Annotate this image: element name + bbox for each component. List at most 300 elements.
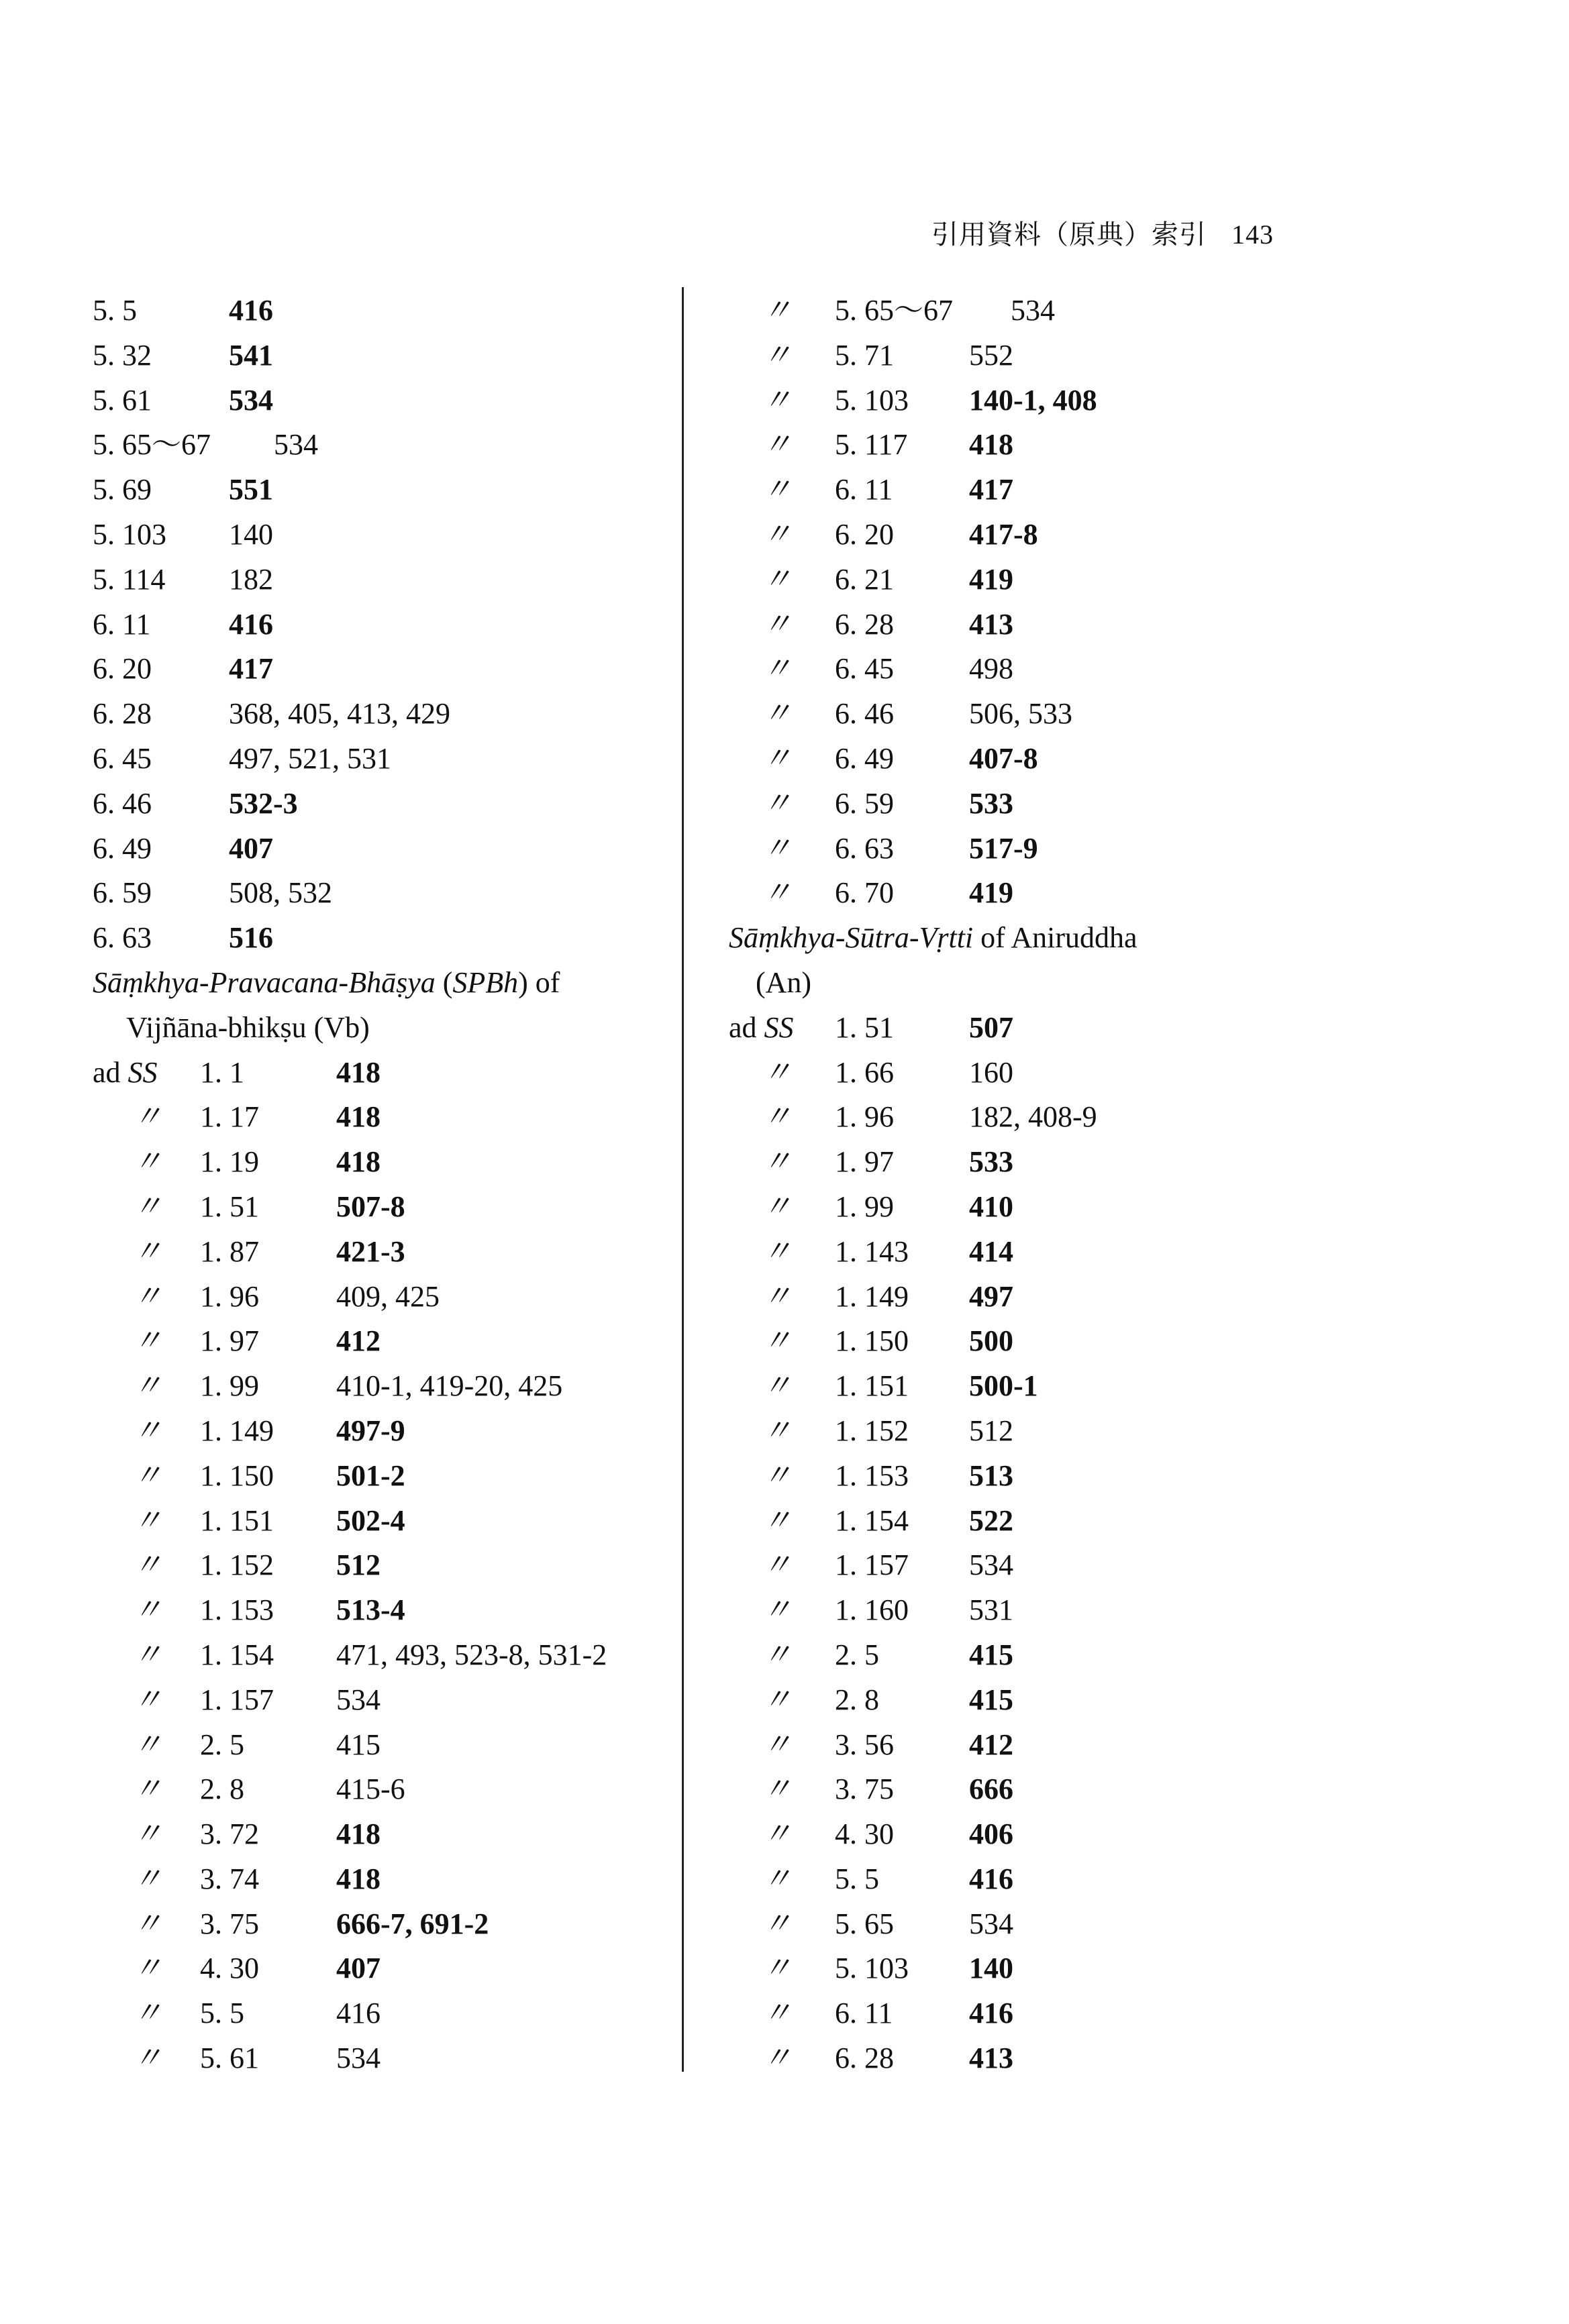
entry-ref: 1. 152 <box>835 1414 909 1447</box>
entry-pages: 552 <box>969 338 1013 372</box>
ditto-mark: 〃 <box>762 1369 792 1403</box>
index-row <box>729 737 1319 782</box>
ditto-mark: 〃 <box>762 1952 792 1985</box>
ditto-mark: 〃 <box>133 1100 162 1134</box>
entry-pages: 182 <box>229 562 273 596</box>
index-row <box>729 1140 1319 1185</box>
ditto-mark: 〃 <box>762 473 792 507</box>
entry-pages: 406 <box>969 1817 1013 1851</box>
entry-pages: 502-4 <box>336 1503 405 1537</box>
entry-pages: 497, 521, 531 <box>229 741 391 775</box>
entry-ref: 5. 71 <box>835 338 894 372</box>
index-row <box>93 916 670 961</box>
index-row <box>729 647 1319 692</box>
ditto-mark: 〃 <box>762 1773 792 1806</box>
index-row <box>729 1006 1319 1051</box>
entry-pages: 531 <box>969 1593 1013 1627</box>
entry-pages: 417 <box>229 652 273 686</box>
column-divider <box>682 287 684 2072</box>
page-number: 143 <box>1231 219 1274 250</box>
index-row <box>729 1275 1319 1320</box>
entry-ref: 1. 149 <box>200 1414 274 1447</box>
entry-pages: 419 <box>969 876 1013 910</box>
index-row <box>729 1767 1319 1812</box>
index-row <box>93 1364 670 1409</box>
entry-pages: 500 <box>969 1324 1013 1358</box>
index-row <box>729 1678 1319 1723</box>
ditto-mark: 〃 <box>762 786 792 820</box>
entry-ref: 5. 61 <box>200 2042 259 2075</box>
entry-ref: 3. 72 <box>200 1817 259 1851</box>
ditto-mark: 〃 <box>762 294 792 327</box>
entry-ref: 1. 87 <box>200 1234 259 1268</box>
entry-ref: 1. 153 <box>200 1593 274 1627</box>
ditto-mark: 〃 <box>133 1503 162 1537</box>
entry-pages: 534 <box>969 1548 1013 1582</box>
left-column <box>93 288 670 2081</box>
entry-ref: 1. 1 <box>200 1055 244 1089</box>
entry-pages: 513 <box>969 1459 1013 1492</box>
ditto-mark: 〃 <box>762 1683 792 1716</box>
ditto-mark: 〃 <box>133 1907 162 1940</box>
index-row <box>729 1095 1319 1140</box>
entry-pages: 534 <box>969 1907 1013 1940</box>
entry-pages: 500-1 <box>969 1369 1038 1403</box>
entry-pages: 508, 532 <box>229 876 332 910</box>
entry-ref: 1. 157 <box>200 1683 274 1716</box>
entry-pages: 497 <box>969 1279 1013 1313</box>
entry-ref: 6. 28 <box>835 2042 894 2075</box>
work-title: Sāṃkhya-Sūtra-Vṛtti <box>729 921 974 955</box>
entry-ref: 5. 65〜67 <box>835 294 953 327</box>
entry-pages: 534 <box>229 383 273 417</box>
entry-ref: 6. 28 <box>835 607 894 641</box>
entry-ref: 6. 49 <box>93 831 152 865</box>
ditto-mark: 〃 <box>133 1817 162 1851</box>
index-row <box>729 1633 1319 1678</box>
index-row <box>93 782 670 827</box>
entry-ref: 1. 66 <box>835 1055 894 1089</box>
entry-pages: 421-3 <box>336 1234 405 1268</box>
entry-ref: 6. 59 <box>835 786 894 820</box>
entry-ref: 2. 8 <box>835 1683 879 1716</box>
entry-ref: 5. 65〜67 <box>93 428 211 462</box>
entry-ref: 3. 75 <box>835 1773 894 1806</box>
ditto-mark: 〃 <box>762 1190 792 1223</box>
ditto-mark: 〃 <box>762 1997 792 2030</box>
index-row <box>93 558 670 602</box>
index-row <box>93 288 670 333</box>
entry-ref: 1. 99 <box>835 1190 894 1223</box>
entry-ref: 1. 154 <box>200 1638 274 1671</box>
index-row <box>93 1409 670 1454</box>
ditto-mark: 〃 <box>762 1728 792 1761</box>
index-row <box>93 1588 670 1633</box>
ss-label: SS <box>764 1010 794 1044</box>
entry-pages: 497-9 <box>336 1414 405 1447</box>
entry-ref: 5. 61 <box>93 383 152 417</box>
index-row <box>93 647 670 692</box>
heading-paren-open: ( <box>435 965 453 999</box>
index-row <box>729 1991 1319 2036</box>
index-row <box>93 1812 670 1857</box>
entry-ref: 2. 5 <box>835 1638 879 1671</box>
entry-ref: 6. 20 <box>835 517 894 551</box>
running-header <box>931 213 1274 252</box>
entry-pages: 534 <box>336 1683 381 1716</box>
entry-ref: 1. 154 <box>835 1503 909 1537</box>
entry-ref: 5. 114 <box>93 562 166 596</box>
header-title: 引用資料（原典）索引 <box>931 219 1207 250</box>
entry-pages: 410-1, 419-20, 425 <box>336 1369 563 1403</box>
entry-ref: 2. 8 <box>200 1773 244 1806</box>
ditto-mark: 〃 <box>762 1593 792 1627</box>
entry-pages: 140-1, 408 <box>969 383 1097 417</box>
ditto-mark: 〃 <box>762 652 792 686</box>
entry-ref: 6. 28 <box>93 697 152 731</box>
index-row <box>93 1095 670 1140</box>
ditto-mark: 〃 <box>762 2042 792 2075</box>
entry-pages: 416 <box>969 1997 1013 2030</box>
entry-pages: 410 <box>969 1190 1013 1223</box>
entry-pages: 368, 405, 413, 429 <box>229 697 450 731</box>
index-row <box>93 1902 670 1947</box>
index-row <box>729 1946 1319 1991</box>
index-row <box>729 1857 1319 1902</box>
ditto-mark: 〃 <box>133 1862 162 1895</box>
entry-ref: 5. 103 <box>93 517 166 551</box>
entry-ref: 6. 21 <box>835 562 894 596</box>
entry-pages: 415 <box>969 1683 1013 1716</box>
entry-pages: 533 <box>969 786 1013 820</box>
right-column <box>729 288 1319 2081</box>
index-row <box>729 1588 1319 1633</box>
entry-ref: 5. 103 <box>835 383 909 417</box>
index-row <box>729 782 1319 827</box>
index-row <box>729 1499 1319 1544</box>
entry-ref: 3. 56 <box>835 1728 894 1761</box>
entry-ref: 1. 99 <box>200 1369 259 1403</box>
ditto-mark: 〃 <box>133 1414 162 1447</box>
index-row <box>93 423 670 468</box>
entry-pages: 417 <box>969 473 1013 507</box>
entry-pages: 666-7, 691-2 <box>336 1907 489 1940</box>
entry-ref: 6. 11 <box>835 1997 893 2030</box>
entry-pages: 516 <box>229 921 273 955</box>
index-row <box>729 288 1319 333</box>
entry-ref: 6. 11 <box>835 473 893 507</box>
ditto-mark: 〃 <box>133 1234 162 1268</box>
index-row <box>729 827 1319 872</box>
entry-pages: 416 <box>229 607 273 641</box>
entry-pages: 501-2 <box>336 1459 405 1492</box>
entry-pages: 418 <box>336 1100 381 1134</box>
entry-ref: 1. 97 <box>200 1324 259 1358</box>
entry-pages: 412 <box>336 1324 381 1358</box>
ad-label: ad SS <box>93 1055 158 1089</box>
entry-ref: 1. 150 <box>835 1324 909 1358</box>
entry-ref: 2. 5 <box>200 1728 244 1761</box>
index-row <box>729 1230 1319 1275</box>
ss-label: SS <box>128 1055 158 1089</box>
entry-pages: 182, 408-9 <box>969 1100 1097 1134</box>
entry-ref: 1. 143 <box>835 1234 909 1268</box>
index-row <box>729 692 1319 737</box>
ditto-mark: 〃 <box>133 1369 162 1403</box>
entry-pages: 541 <box>229 338 273 372</box>
ditto-mark: 〃 <box>762 1907 792 1940</box>
index-row <box>93 1499 670 1544</box>
index-row <box>93 1857 670 1902</box>
index-row <box>93 1678 670 1723</box>
index-row <box>93 871 670 916</box>
entry-pages: 534 <box>274 428 318 462</box>
ditto-mark: 〃 <box>762 1503 792 1537</box>
entry-pages: 507-8 <box>336 1190 405 1223</box>
ditto-mark: 〃 <box>762 1279 792 1313</box>
entry-ref: 6. 46 <box>93 786 152 820</box>
entry-pages: 140 <box>229 517 273 551</box>
index-row <box>93 1319 670 1364</box>
entry-ref: 6. 45 <box>835 652 894 686</box>
entry-ref: 1. 96 <box>200 1279 259 1313</box>
entry-pages: 534 <box>336 2042 381 2075</box>
ditto-mark: 〃 <box>762 428 792 462</box>
ditto-mark: 〃 <box>762 1414 792 1447</box>
entry-ref: 6. 45 <box>93 741 152 775</box>
index-row <box>729 423 1319 468</box>
entry-pages: 415-6 <box>336 1773 405 1806</box>
entry-pages: 419 <box>969 562 1013 596</box>
entry-pages: 418 <box>336 1145 381 1179</box>
entry-pages: 533 <box>969 1145 1013 1179</box>
section-heading-abbr <box>729 961 1319 1006</box>
index-row <box>93 1946 670 1991</box>
ditto-mark: 〃 <box>762 383 792 417</box>
index-row <box>93 1991 670 2036</box>
index-row <box>93 378 670 423</box>
entry-ref: 6. 11 <box>93 607 151 641</box>
left-entries-block-1 <box>93 288 670 961</box>
entry-ref: 6. 63 <box>93 921 152 955</box>
entry-ref: 4. 30 <box>200 1952 259 1985</box>
entry-ref: 1. 97 <box>835 1145 894 1179</box>
ditto-mark: 〃 <box>762 697 792 731</box>
entry-ref: 5. 117 <box>835 428 908 462</box>
ditto-mark: 〃 <box>133 1683 162 1716</box>
ditto-mark: 〃 <box>133 1952 162 1985</box>
index-row <box>93 1230 670 1275</box>
entry-ref: 1. 51 <box>835 1010 894 1044</box>
index-row <box>729 333 1319 378</box>
right-entries-block-1 <box>729 288 1319 916</box>
entry-pages: 415 <box>336 1728 381 1761</box>
entry-ref: 1. 96 <box>835 1100 894 1134</box>
ditto-mark: 〃 <box>133 1548 162 1582</box>
entry-pages: 418 <box>969 428 1013 462</box>
index-row <box>93 1767 670 1812</box>
index-row <box>93 692 670 737</box>
index-row <box>729 1723 1319 1768</box>
ditto-mark: 〃 <box>133 1324 162 1358</box>
entry-pages: 418 <box>336 1817 381 1851</box>
work-abbreviation: SPBh <box>452 965 519 999</box>
entry-ref: 5. 5 <box>835 1862 879 1895</box>
entry-ref: 5. 65 <box>835 1907 894 1940</box>
ditto-mark: 〃 <box>762 607 792 641</box>
entry-pages: 522 <box>969 1503 1013 1537</box>
entry-ref: 1. 17 <box>200 1100 259 1134</box>
heading-suffix: of Aniruddha <box>973 921 1137 955</box>
index-row <box>729 1543 1319 1588</box>
entry-ref: 1. 150 <box>200 1459 274 1492</box>
section-heading-author <box>93 1006 670 1051</box>
entry-pages: 412 <box>969 1728 1013 1761</box>
entry-pages: 415 <box>969 1638 1013 1671</box>
entry-ref: 6. 59 <box>93 876 152 910</box>
index-row <box>93 468 670 513</box>
index-row <box>93 602 670 647</box>
ditto-mark: 〃 <box>133 1459 162 1492</box>
entry-ref: 6. 49 <box>835 741 894 775</box>
section-heading-spbh <box>93 961 670 1006</box>
ditto-mark: 〃 <box>762 1548 792 1582</box>
index-row <box>93 1633 670 1678</box>
entry-ref: 5. 5 <box>200 1997 244 2030</box>
entry-pages: 517-9 <box>969 831 1038 865</box>
entry-ref: 1. 152 <box>200 1548 274 1582</box>
ditto-mark: 〃 <box>133 1593 162 1627</box>
index-row <box>729 558 1319 602</box>
index-row <box>729 1902 1319 1947</box>
index-row <box>729 1454 1319 1499</box>
heading-suffix: ) of <box>518 965 560 999</box>
index-row <box>729 1051 1319 1096</box>
entry-ref: 1. 151 <box>835 1369 909 1403</box>
entry-ref: 1. 149 <box>835 1279 909 1313</box>
index-row <box>729 2036 1319 2081</box>
ditto-mark: 〃 <box>762 562 792 596</box>
entry-ref: 1. 160 <box>835 1593 909 1627</box>
entry-ref: 1. 151 <box>200 1503 274 1537</box>
ditto-mark: 〃 <box>762 1234 792 1268</box>
index-row <box>729 1185 1319 1230</box>
ditto-mark: 〃 <box>133 1728 162 1761</box>
entry-ref: 6. 46 <box>835 697 894 731</box>
right-entries-block-2 <box>729 1006 1319 2081</box>
entry-pages: 513-4 <box>336 1593 405 1627</box>
entry-pages: 416 <box>336 1997 381 2030</box>
index-row <box>93 1185 670 1230</box>
entry-pages: 407-8 <box>969 741 1038 775</box>
entry-ref: 6. 70 <box>835 876 894 910</box>
entry-pages: 414 <box>969 1234 1013 1268</box>
entry-pages: 413 <box>969 607 1013 641</box>
ditto-mark: 〃 <box>133 1997 162 2030</box>
entry-pages: 417-8 <box>969 517 1038 551</box>
entry-pages: 416 <box>969 1862 1013 1895</box>
entry-ref: 1. 51 <box>200 1190 259 1223</box>
ditto-mark: 〃 <box>762 338 792 372</box>
ditto-mark: 〃 <box>762 1817 792 1851</box>
author-name: Vijñāna-bhikṣu (Vb) <box>126 1010 370 1044</box>
entry-pages: 666 <box>969 1773 1013 1806</box>
entry-pages: 407 <box>229 831 273 865</box>
entry-ref: 1. 19 <box>200 1145 259 1179</box>
entry-ref: 5. 69 <box>93 473 152 507</box>
index-row <box>93 1723 670 1768</box>
ditto-mark: 〃 <box>133 1279 162 1313</box>
ditto-mark: 〃 <box>762 517 792 551</box>
index-row <box>93 1140 670 1185</box>
entry-ref: 1. 157 <box>835 1548 909 1582</box>
entry-pages: 160 <box>969 1055 1013 1089</box>
index-row <box>729 378 1319 423</box>
entry-pages: 512 <box>969 1414 1013 1447</box>
ditto-mark: 〃 <box>762 1100 792 1134</box>
entry-pages: 551 <box>229 473 273 507</box>
entry-ref: 5. 5 <box>93 294 137 327</box>
entry-ref: 6. 20 <box>93 652 152 686</box>
index-row <box>93 333 670 378</box>
entry-pages: 140 <box>969 1952 1013 1985</box>
ad-label: ad SS <box>729 1010 794 1044</box>
index-row <box>93 513 670 558</box>
index-row <box>729 468 1319 513</box>
index-row <box>729 1812 1319 1857</box>
index-row <box>93 1543 670 1588</box>
entry-pages: 471, 493, 523-8, 531-2 <box>336 1638 607 1671</box>
entry-pages: 506, 533 <box>969 697 1072 731</box>
entry-pages: 507 <box>969 1010 1013 1044</box>
entry-ref: 3. 74 <box>200 1862 259 1895</box>
entry-pages: 498 <box>969 652 1013 686</box>
entry-ref: 1. 153 <box>835 1459 909 1492</box>
entry-pages: 407 <box>336 1952 381 1985</box>
section-heading-ssv <box>729 916 1319 961</box>
index-row <box>729 602 1319 647</box>
index-row <box>93 2036 670 2081</box>
index-row <box>93 737 670 782</box>
ditto-mark: 〃 <box>762 1459 792 1492</box>
ditto-mark: 〃 <box>133 1773 162 1806</box>
index-row <box>93 1454 670 1499</box>
ditto-mark: 〃 <box>133 1638 162 1671</box>
index-row <box>729 1409 1319 1454</box>
ditto-mark: 〃 <box>133 2042 162 2075</box>
ditto-mark: 〃 <box>762 1324 792 1358</box>
left-entries-block-2 <box>93 1051 670 2081</box>
ditto-mark: 〃 <box>133 1145 162 1179</box>
author-abbreviation: (An) <box>756 965 812 999</box>
entry-pages: 534 <box>1011 294 1055 327</box>
work-title: Sāṃkhya-Pravacana-Bhāṣya <box>93 965 436 999</box>
ditto-mark: 〃 <box>762 831 792 865</box>
ditto-mark: 〃 <box>133 1190 162 1223</box>
index-row <box>729 1364 1319 1409</box>
index-row <box>729 1319 1319 1364</box>
ditto-mark: 〃 <box>762 1638 792 1671</box>
entry-pages: 532-3 <box>229 786 298 820</box>
index-row <box>729 871 1319 916</box>
ditto-mark: 〃 <box>762 1862 792 1895</box>
entry-ref: 5. 103 <box>835 1952 909 1985</box>
entry-pages: 418 <box>336 1055 381 1089</box>
entry-ref: 5. 32 <box>93 338 152 372</box>
ditto-mark: 〃 <box>762 741 792 775</box>
entry-pages: 409, 425 <box>336 1279 440 1313</box>
index-row <box>93 1275 670 1320</box>
